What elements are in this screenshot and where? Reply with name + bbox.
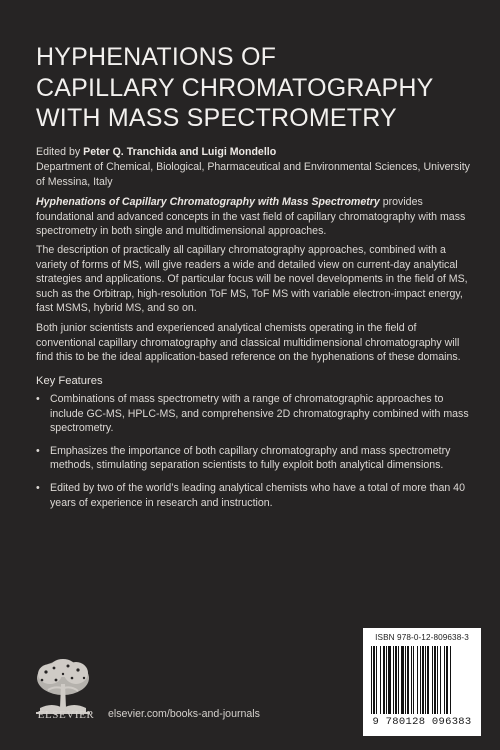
key-features-heading: Key Features — [36, 375, 103, 387]
bullet-icon: • — [36, 481, 40, 494]
list-item — [36, 481, 476, 510]
list-item — [36, 392, 476, 436]
publisher-url[interactable]: elsevier.com/books-and-journals — [108, 708, 260, 720]
list-item-text: Emphasizes the importance of both capillary chromatography and mass spectrometry methods, stimulating separation scientists to fully exploit both analytical dimensions. — [50, 444, 451, 472]
list-item-text: Combinations of mass spectrometry with a range of chromatographic approaches to include GC-MS, HPLC-MS, and comprehensive 2D chromatography combined with mass spectrometry. — [50, 393, 469, 435]
description-paragraph-2: The description of practically all capillary chromatography approaches, combined with a variety of forms of MS, will give readers a wide and detailed view on current-day analytical strategies and applications. Of particular focus will be novel developments in the field of MS, such as the Orbitrap, high-resolution ToF MS, ToF MS with variable electron-impact energy, fast MSMS, hybrid MS, and so on. — [36, 244, 468, 315]
title-line: CAPILLARY CHROMATOGRAPHY — [36, 73, 434, 102]
list-item-text: Edited by two of the world’s leading analytical chemists who have a total of more than 40 years of experience in research and instruction. — [50, 481, 465, 509]
bullet-icon: • — [36, 393, 40, 405]
editors-block — [36, 145, 476, 189]
edited-by-prefix: Edited by — [36, 146, 81, 158]
title-line: WITH MASS SPECTROMETRY — [36, 104, 397, 132]
title-line: HYPHENATIONS OF — [36, 43, 277, 71]
isbn-label: ISBN 978-0-12-809638-3 — [375, 633, 469, 642]
book-title-inline: Hyphenations of Capillary Chromatography with Mass Spectrometry — [36, 196, 380, 208]
book-title — [36, 42, 476, 134]
paragraph-text: provides foundational and advanced concepts in the vast field of capillary chromatography with mass spectrometry in both single and multidimensional approaches. — [36, 196, 466, 238]
list-item — [36, 444, 476, 473]
key-features-list — [36, 392, 476, 518]
barcode-icon — [369, 646, 475, 716]
description-paragraph-1 — [36, 195, 476, 239]
isbn-barcode-panel — [363, 628, 481, 736]
bullet-icon: • — [36, 444, 40, 457]
barcode-digits: 9 780128 096383 — [372, 716, 472, 728]
editor-names: Peter Q. Tranchida and Luigi Mondello — [83, 146, 277, 158]
publisher-name: ELSEVIER — [37, 709, 95, 721]
affiliation: Department of Chemical, Biological, Pharmaceutical and Environmental Sciences, University of Messina, Italy — [36, 160, 470, 188]
description-paragraph-3: Both junior scientists and experienced analytical chemists operating in the field of conventional capillary chromatography and classical multidimensional chromatography will find this to be the ideal application-based reference on the hyphenations of these domains. — [36, 322, 461, 364]
